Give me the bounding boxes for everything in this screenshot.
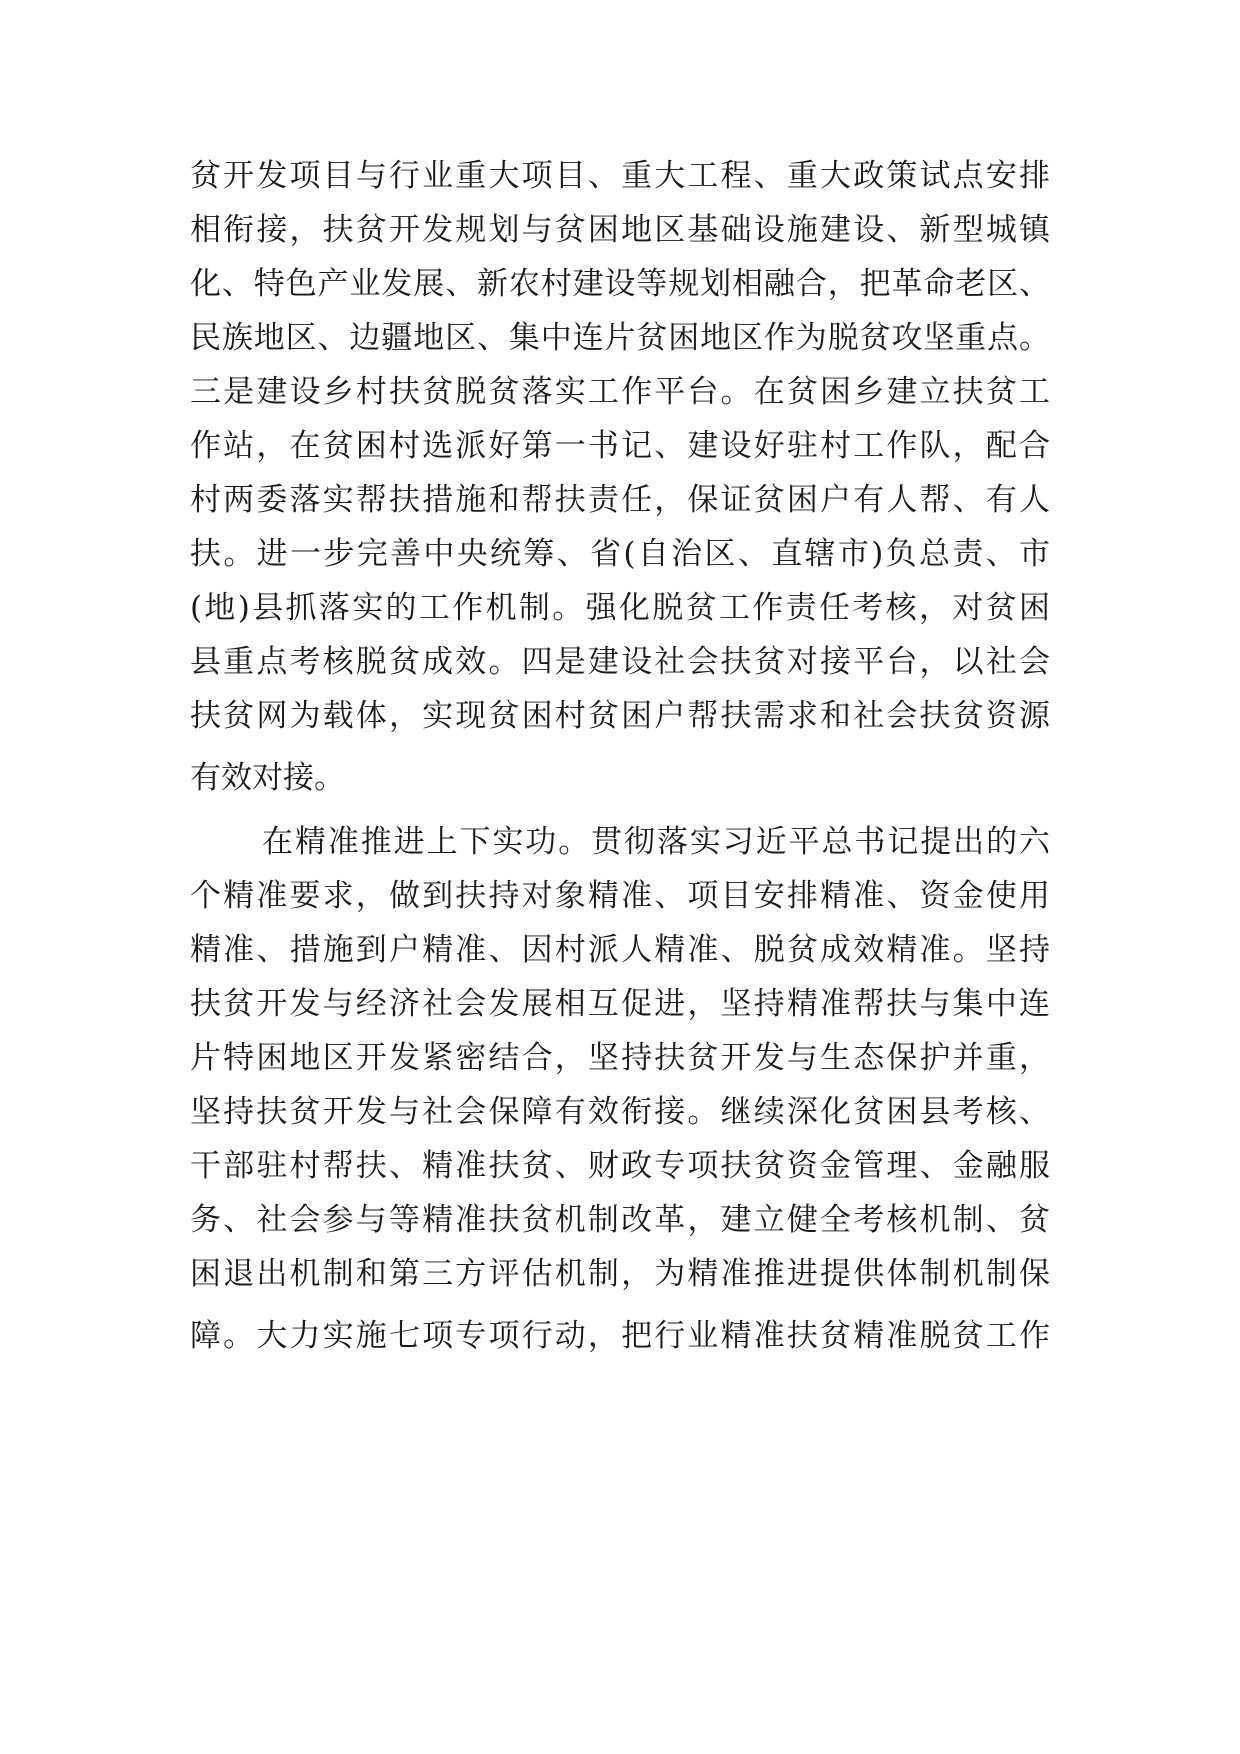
paragraph-1-line-1: 贫开发项目与行业重大项目、重大工程、重大政策试点安排 [190, 158, 1050, 194]
paragraph-2-line-5: 片特困地区开发紧密结合，坚持扶贫开发与生态保护并重， [190, 1040, 1050, 1076]
paragraph-1-line-9: (地)县抓落实的工作机制。强化脱贫工作责任考核，对贫困 [190, 590, 1050, 626]
paragraph-2-line-8: 务、社会参与等精准扶贫机制改革，建立健全考核机制、贫 [190, 1202, 1050, 1238]
paragraph-1-line-6: 作站，在贫困村选派好第一书记、建设好驻村工作队，配合 [190, 428, 1050, 464]
paragraph-2-line-9: 困退出机制和第三方评估机制，为精准推进提供体制机制保 [190, 1256, 1050, 1292]
paragraph-1-line-11: 扶贫网为载体，实现贫困村贫困户帮扶需求和社会扶贫资源 [190, 698, 1050, 734]
paragraph-2-line-2: 个精准要求，做到扶持对象精准、项目安排精准、资金使用 [190, 878, 1050, 914]
paragraph-2-line-6: 坚持扶贫开发与社会保障有效衔接。继续深化贫困县考核、 [190, 1094, 1050, 1130]
paragraph-2-line-10: 障。大力实施七项专项行动，把行业精准扶贫精准脱贫工作 [190, 1318, 1050, 1354]
paragraph-2-line-3: 精准、措施到户精准、因村派人精准、脱贫成效精准。坚持 [190, 932, 1050, 968]
paragraph-1-line-4: 民族地区、边疆地区、集中连片贫困地区作为脱贫攻坚重点。 [190, 320, 1050, 356]
paragraph-1-line-12: 有效对接。 [190, 760, 345, 796]
paragraph-1-line-10: 县重点考核脱贫成效。四是建设社会扶贫对接平台，以社会 [190, 644, 1050, 680]
paragraph-1-line-2: 相衔接，扶贫开发规划与贫困地区基础设施建设、新型城镇 [190, 212, 1050, 248]
paragraph-1-line-7: 村两委落实帮扶措施和帮扶责任，保证贫困户有人帮、有人 [190, 482, 1050, 518]
paragraph-1-line-8: 扶。进一步完善中央统筹、省(自治区、直辖市)负总责、市 [190, 536, 1050, 572]
paragraph-2-line-4: 扶贫开发与经济社会发展相互促进，坚持精准帮扶与集中连 [190, 986, 1050, 1022]
paragraph-1-line-5: 三是建设乡村扶贫脱贫落实工作平台。在贫困乡建立扶贫工 [190, 374, 1050, 410]
paragraph-1-line-3: 化、特色产业发展、新农村建设等规划相融合，把革命老区、 [190, 266, 1050, 302]
paragraph-2-line-1: 在精准推进上下实功。贯彻落实习近平总书记提出的六 [262, 824, 1050, 860]
paragraph-2-line-7: 干部驻村帮扶、精准扶贫、财政专项扶贫资金管理、金融服 [190, 1148, 1050, 1184]
